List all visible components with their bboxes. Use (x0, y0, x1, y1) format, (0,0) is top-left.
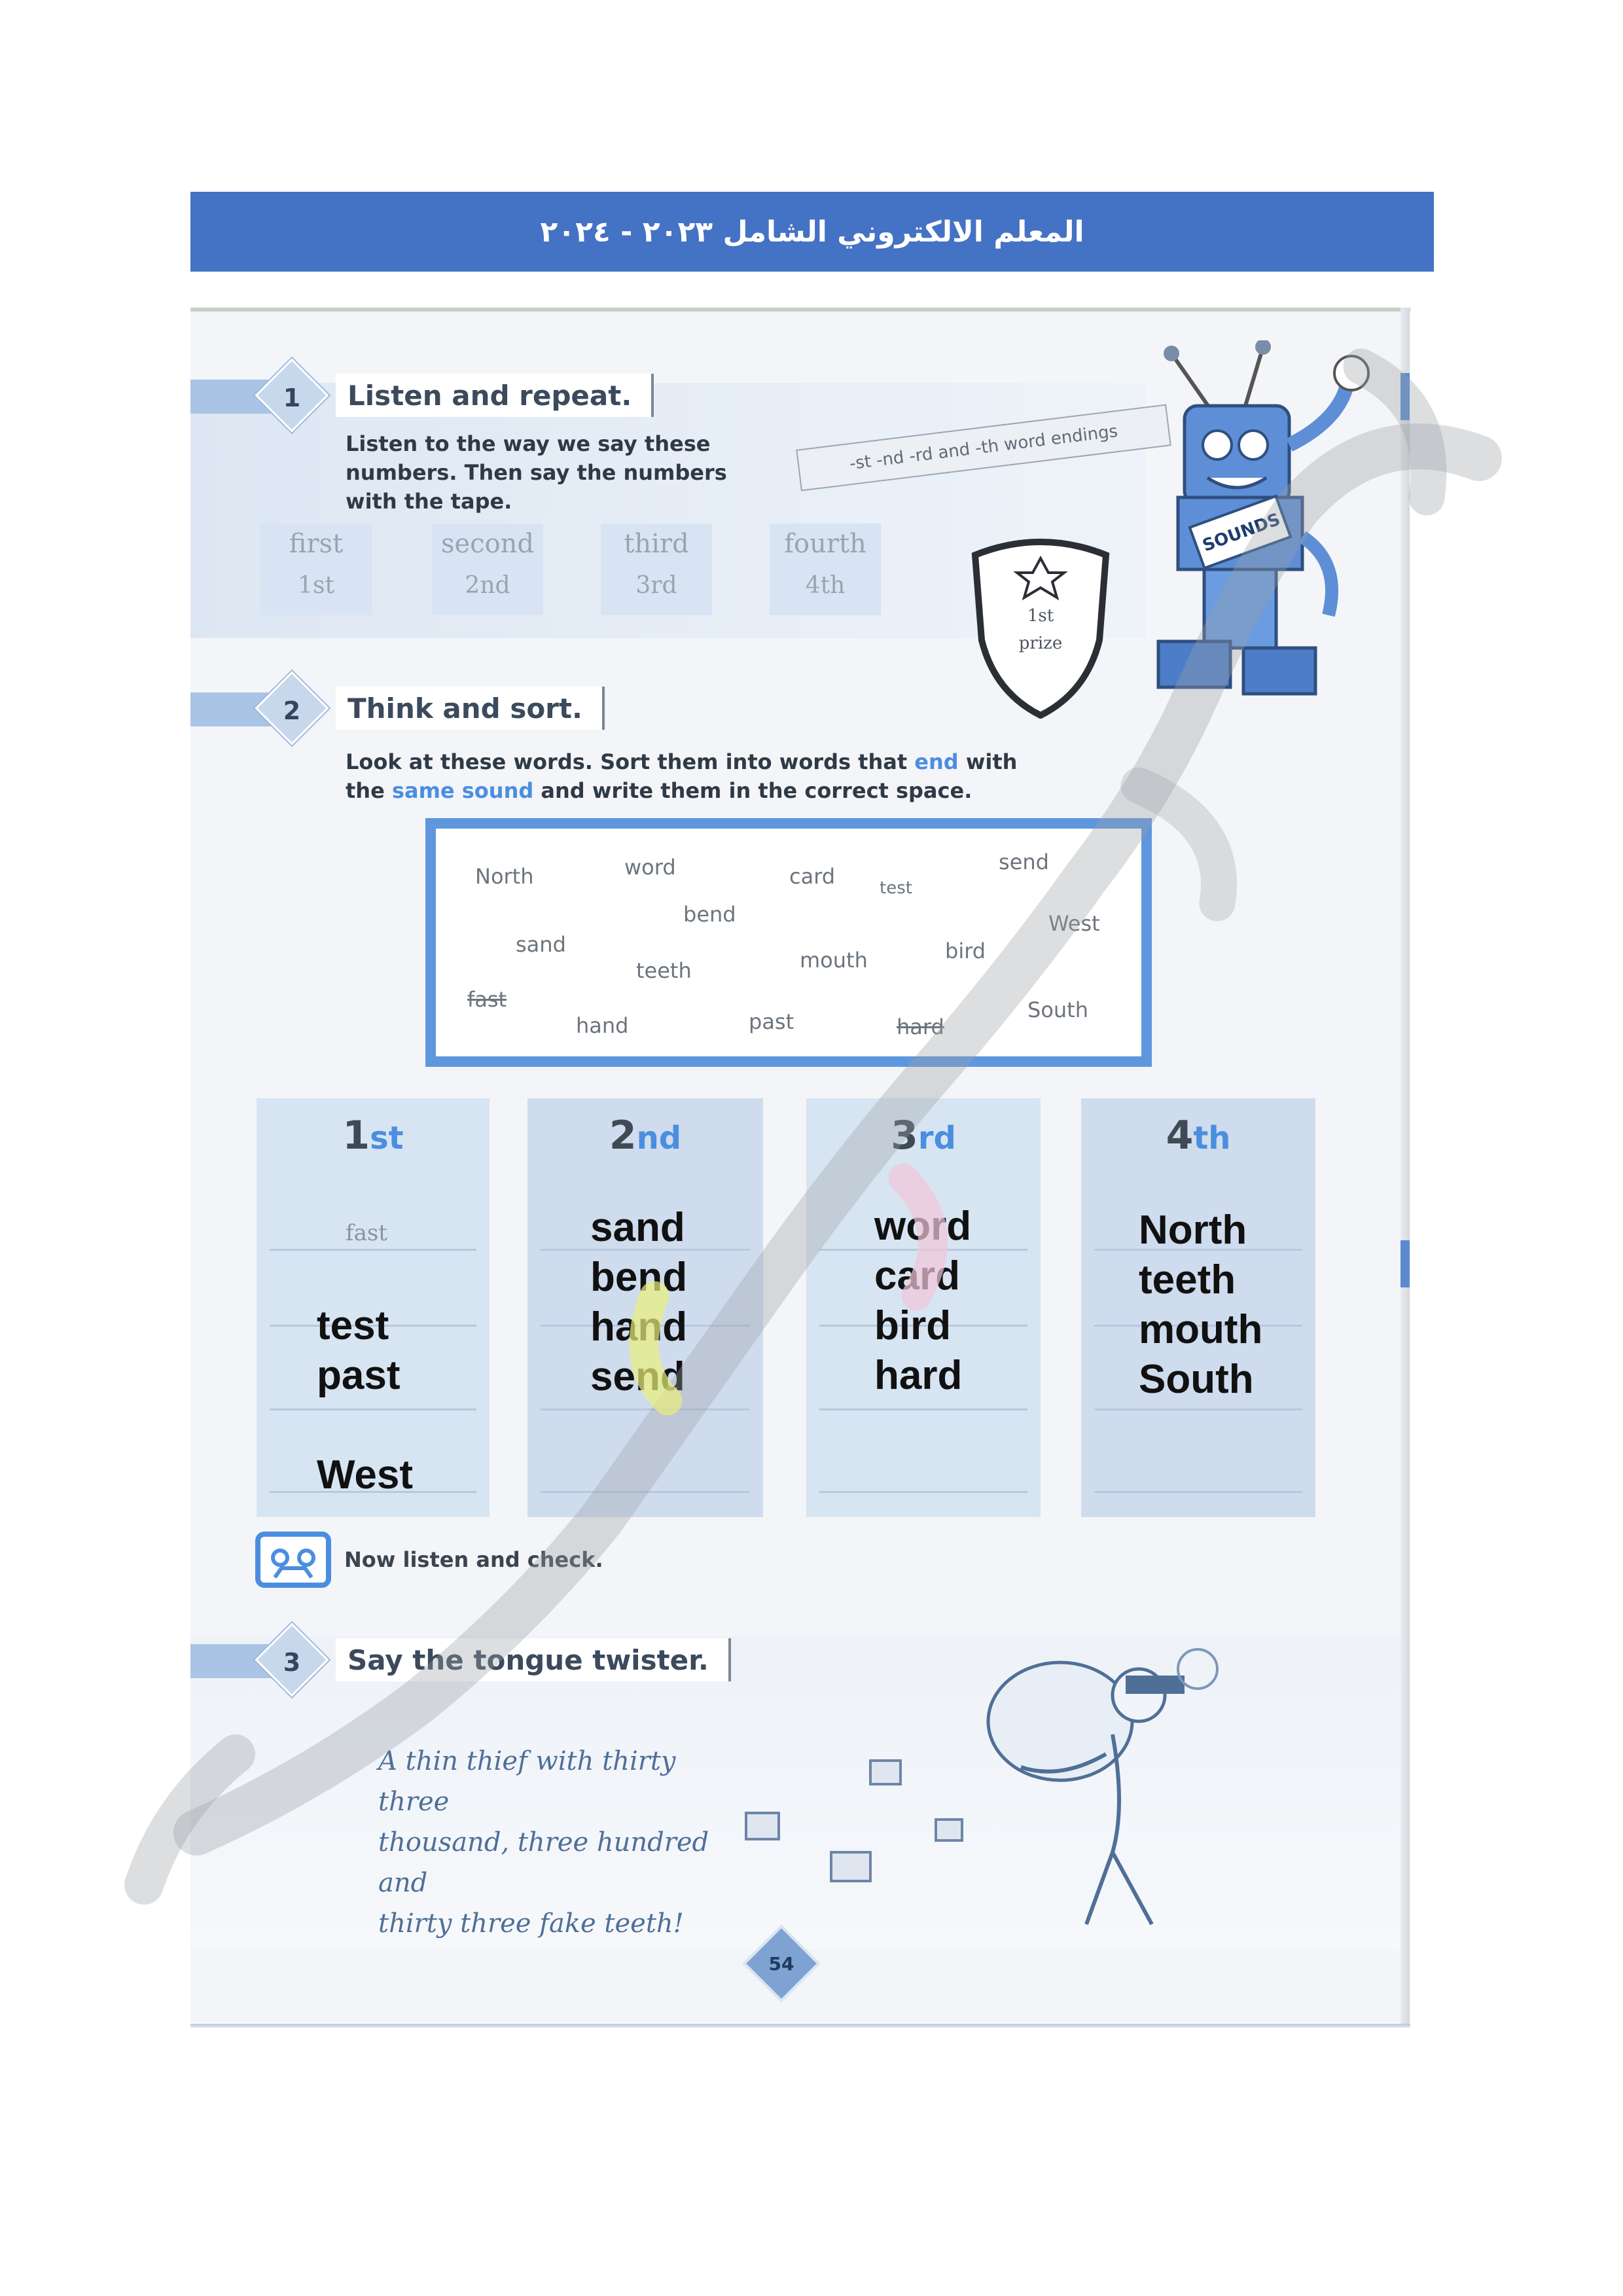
number-card-third: third 3rd (601, 524, 712, 615)
word-box (425, 818, 1152, 1067)
word-item: mouth (800, 948, 868, 973)
shield-line2: prize (1018, 634, 1063, 653)
tongue-twister: A thin thief with thirty three thousand, three hundred and thirty three fake teeth! (378, 1746, 709, 1939)
answer-list: test past (317, 1303, 401, 1398)
number-card-fourth: fourth 4th (770, 524, 881, 615)
number-card-first: first 1st (260, 524, 372, 615)
section1-heading (190, 370, 688, 420)
section1-title: Listen and repeat. (336, 374, 654, 417)
thief-illustration (720, 1623, 1283, 1964)
answer-list: word card bird hard (874, 1204, 972, 1398)
column-3rd-heading: 3rd (891, 1113, 956, 1158)
page-number-badge: 54 (743, 1925, 821, 2003)
word-item: card (789, 864, 836, 889)
section3-number-badge: 3 (255, 1623, 329, 1696)
column-1st (257, 1098, 490, 1517)
word-item: bird (945, 939, 986, 963)
section2-heading (190, 683, 662, 733)
section2-title: Think and sort. (336, 687, 605, 730)
word-item: West (1048, 911, 1100, 936)
column-3rd (806, 1098, 1041, 1517)
page-edge-tab (1400, 1240, 1410, 1287)
listen-check-text: Now listen and check. (344, 1547, 603, 1572)
answer-list: sand bend hand send (590, 1205, 688, 1399)
robot-illustration (1132, 340, 1407, 746)
column-2nd-heading: 2nd (609, 1113, 682, 1158)
word-item: word (624, 855, 676, 880)
section1-instruction: Listen to the way we say these numbers. Then say the numbers with the tape. (346, 431, 727, 514)
word-endings-ribbon: -st -nd -rd and -th word endings (796, 404, 1171, 492)
section2-number-badge: 2 (255, 671, 329, 745)
word-item-crossed: fast (467, 987, 507, 1012)
robot-sounds-label: SOUNDS (1200, 509, 1283, 556)
section2-instruction: Look at these words. Sort them into words that end with the same sound and write them in the correct space. (346, 749, 1018, 803)
section1-number-badge: 1 (255, 358, 329, 432)
word-item: teeth (636, 958, 692, 983)
answer-list: North teeth mouth South (1139, 1208, 1263, 1402)
header-title: المعلم الالكتروني الشامل ٢٠٢٣ - ٢٠٢٤ (540, 215, 1084, 249)
page-bottom-line (190, 2024, 1410, 2028)
section3-title: Say the tongue twister. (336, 1638, 731, 1681)
word-item: past (749, 1009, 794, 1034)
cassette-tape-icon (255, 1532, 331, 1588)
word-item: bend (683, 902, 736, 927)
word-item: hard (897, 1014, 944, 1039)
word-item: sand (516, 932, 566, 957)
listen-check (255, 1532, 603, 1588)
column-1st-heading: 1st (342, 1113, 404, 1158)
shield-line1: 1st (1027, 606, 1054, 626)
header-bar (190, 192, 1434, 272)
word-item: South (1027, 997, 1088, 1022)
column-4th (1081, 1098, 1315, 1517)
prize-shield (962, 529, 1119, 719)
section3-heading (190, 1635, 779, 1685)
word-item: hand (576, 1013, 629, 1038)
number-card-second: second 2nd (432, 524, 543, 615)
column-2nd (527, 1098, 763, 1517)
answer-extra: West (317, 1452, 414, 1498)
column-4th-heading: 4th (1166, 1113, 1231, 1158)
word-item: North (475, 864, 534, 889)
word-item: test (880, 878, 912, 898)
example-answer: fast (346, 1220, 387, 1246)
word-item: send (999, 850, 1049, 874)
